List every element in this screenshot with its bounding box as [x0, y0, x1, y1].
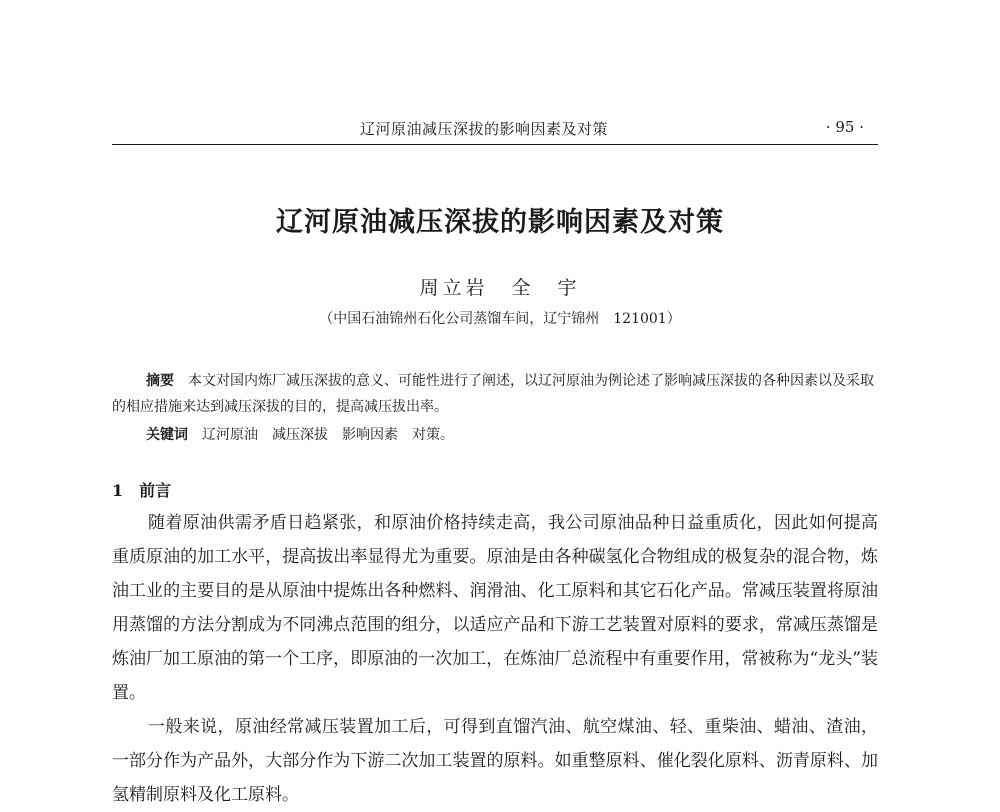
body-paragraph: 一般来说，原油经常减压装置加工后，可得到直馏汽油、航空煤油、轻、重柴油、蜡油、渣油，一部分作为产品外，大部分作为下游二次加工装置的原料。如重整原料、催化裂化原料、沥青原料、加氢精制原料及化工原料。: [112, 717, 878, 805]
section-heading: [112, 478, 171, 501]
running-header: [112, 112, 878, 145]
keywords: [112, 422, 878, 448]
author-affiliation: （中国石油锦州石化公司蒸馏车间，辽宁锦州 121001）: [319, 311, 681, 327]
section-body: [112, 506, 878, 812]
abstract: [112, 368, 878, 420]
keyword-item: 影响因素: [342, 427, 398, 443]
article-authors: 周立岩 全 宇: [419, 277, 581, 299]
article-title: 辽河原油减压深拔的影响因素及对策: [276, 207, 724, 238]
body-paragraph: 随着原油供需矛盾日趋紧张，和原油价格持续走高，我公司原油品种日益重质化，因此如何提高重质原油的加工水平，提高拔出率显得尤为重要。原油是由各种碳氢化合物组成的极复杂的混合物，炼油工业的主要目的是从原油中提炼出各种燃料、润滑油、化工原料和其它石化产品。常减压装置将原油用蒸馏的方法分割成为不同沸点范围的组分，以适应产品和下游工艺装置对原料的要求，常减压蒸馏是炼油厂加工原油的第一个工序，即原油的一次加工，在炼油厂总流程中有重要作用，常被称为“龙头”装置。: [112, 513, 878, 703]
page-number: · 95 ·: [825, 118, 864, 136]
keyword-item: 对策。: [412, 427, 454, 443]
keyword-item: 辽河原油: [202, 427, 258, 443]
section-title: 前言: [139, 481, 172, 500]
keywords-label: 关键词: [146, 427, 188, 443]
abstract-text: 本文对国内炼厂减压深拔的意义、可能性进行了阐述，以辽河原油为例论述了影响减压深拔的各种因素以及采取的相应措施来达到减压深拔的目的，提高减压拔出率。: [112, 373, 874, 415]
abstract-label: 摘要: [146, 373, 174, 389]
section-number: 1: [112, 481, 124, 500]
keyword-item: 减压深拔: [272, 427, 328, 443]
running-title: 辽河原油减压深拔的影响因素及对策: [360, 120, 609, 138]
